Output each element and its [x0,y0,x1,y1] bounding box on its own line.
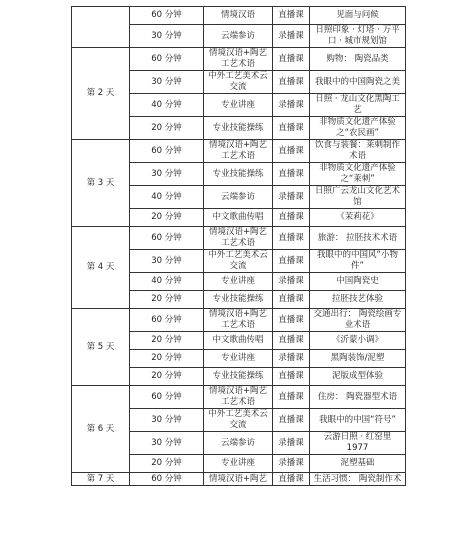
course-cell: 中文歌曲传唱 [204,209,273,227]
topic-cell: 住房： 陶瓷器型术语 [310,386,406,409]
duration-cell: 60 分钟 [130,7,204,25]
table-row [72,227,406,250]
type-cell: 直播课 [273,368,310,386]
type-cell: 直播课 [273,250,310,273]
duration-cell: 30 分钟 [130,163,204,186]
type-cell: 直播课 [273,140,310,163]
course-cell: 专业技能操练 [204,117,273,140]
topic-cell: 日照 · 龙山文化黑陶工艺 [310,94,406,117]
type-cell: 直播课 [273,71,310,94]
course-cell: 情境汉语+陶艺工艺术语 [204,227,273,250]
course-cell: 情境汉语+陶艺工艺术语 [204,48,273,71]
course-cell: 情境汉语+陶艺 [204,473,273,486]
course-cell: 云端参访 [204,186,273,209]
table-row [72,386,406,409]
day-cell: 第 5 天 [72,309,130,386]
topic-cell: 黑陶装饰/泥塑 [310,350,406,368]
duration-cell: 60 分钟 [130,473,204,486]
duration-cell: 20 分钟 [130,368,204,386]
duration-cell: 40 分钟 [130,273,204,291]
day-cell: 第 7 天 [72,473,130,486]
duration-cell: 60 分钟 [130,309,204,332]
duration-cell: 20 分钟 [130,455,204,473]
type-cell: 录播课 [273,273,310,291]
topic-cell: 旅游： 拉胚技术术语 [310,227,406,250]
type-cell: 直播课 [273,209,310,227]
topic-cell: 我眼中的中国“符号” [310,409,406,432]
topic-cell: 非物质文化遗产体验之“莱刺” [310,163,406,186]
course-cell: 情境汉语+陶艺工艺术语 [204,386,273,409]
day-cell: 第 6 天 [72,386,130,473]
duration-cell: 30 分钟 [130,71,204,94]
topic-cell: 《茉莉花》 [310,209,406,227]
course-cell: 云端参访 [204,25,273,48]
table-row [72,140,406,163]
topic-cell: 拉胚技艺体验 [310,291,406,309]
topic-cell: 《沂蒙小调》 [310,332,406,350]
course-cell: 中文歌曲传唱 [204,332,273,350]
course-cell: 专业讲座 [204,455,273,473]
day-cell [72,7,130,48]
topic-cell: 云游日照 · 红窑里 1977 [310,432,406,455]
topic-cell: 交通出行： 陶瓷绘画专业术语 [310,309,406,332]
course-cell: 专业讲座 [204,94,273,117]
duration-cell: 60 分钟 [130,386,204,409]
duration-cell: 40 分钟 [130,94,204,117]
course-cell: 专业讲座 [204,350,273,368]
type-cell: 直播课 [273,386,310,409]
course-cell: 专业技能操练 [204,368,273,386]
day-cell: 第 4 天 [72,227,130,309]
table-row [72,7,406,25]
topic-cell: 非物质文化遗产体验之“农民画” [310,117,406,140]
type-cell: 录播课 [273,25,310,48]
course-cell: 云端参访 [204,432,273,455]
topic-cell: 生活习惯： 陶瓷制作术 [310,473,406,486]
duration-cell: 40 分钟 [130,186,204,209]
topic-cell: 见面与问候 [310,7,406,25]
duration-cell: 30 分钟 [130,250,204,273]
duration-cell: 20 分钟 [130,117,204,140]
course-cell: 专业技能操练 [204,291,273,309]
type-cell: 录播课 [273,455,310,473]
type-cell: 直播课 [273,163,310,186]
duration-cell: 20 分钟 [130,291,204,309]
course-cell: 专业讲座 [204,273,273,291]
topic-cell: 我眼中的中国风“小物件” [310,250,406,273]
table-row [72,48,406,71]
topic-cell: 饮食与装餐：莱刺制作术语 [310,140,406,163]
type-cell: 直播课 [273,291,310,309]
duration-cell: 30 分钟 [130,25,204,48]
type-cell: 录播课 [273,432,310,455]
type-cell: 直播课 [273,473,310,486]
type-cell: 直播课 [273,227,310,250]
topic-cell: 泥版成型体验 [310,368,406,386]
topic-cell: 中国陶瓷史 [310,273,406,291]
duration-cell: 20 分钟 [130,332,204,350]
course-schedule-table [71,6,406,486]
topic-cell: 泥塑基础 [310,455,406,473]
course-cell: 中外工艺美术云交流 [204,71,273,94]
topic-cell: 购物： 陶瓷品类 [310,48,406,71]
type-cell: 录播课 [273,186,310,209]
duration-cell: 20 分钟 [130,350,204,368]
type-cell: 直播课 [273,7,310,25]
duration-cell: 60 分钟 [130,140,204,163]
type-cell: 直播课 [273,332,310,350]
topic-cell: 我眼中的中国陶瓷之美 [310,71,406,94]
course-cell: 情境汉语+陶艺工艺术语 [204,309,273,332]
type-cell: 直播课 [273,117,310,140]
duration-cell: 60 分钟 [130,48,204,71]
day-cell: 第 2 天 [72,48,130,140]
course-cell: 中外工艺美术云交流 [204,250,273,273]
topic-cell: 日照印象 · 灯塔 · 万平口 · 城市规划馆 [310,25,406,48]
course-cell: 专业技能操练 [204,163,273,186]
duration-cell: 30 分钟 [130,432,204,455]
topic-cell: 日照广云龙山文化艺术馆 [310,186,406,209]
duration-cell: 20 分钟 [130,209,204,227]
course-cell: 情境汉语+陶艺工艺术语 [204,140,273,163]
table-row [72,473,406,486]
type-cell: 直播课 [273,48,310,71]
course-cell: 中外工艺美术云交流 [204,409,273,432]
type-cell: 录播课 [273,94,310,117]
duration-cell: 60 分钟 [130,227,204,250]
type-cell: 直播课 [273,309,310,332]
type-cell: 录播课 [273,350,310,368]
course-cell: 情境汉语 [204,7,273,25]
table-row [72,309,406,332]
day-cell: 第 3 天 [72,140,130,227]
type-cell: 直播课 [273,409,310,432]
duration-cell: 30 分钟 [130,409,204,432]
